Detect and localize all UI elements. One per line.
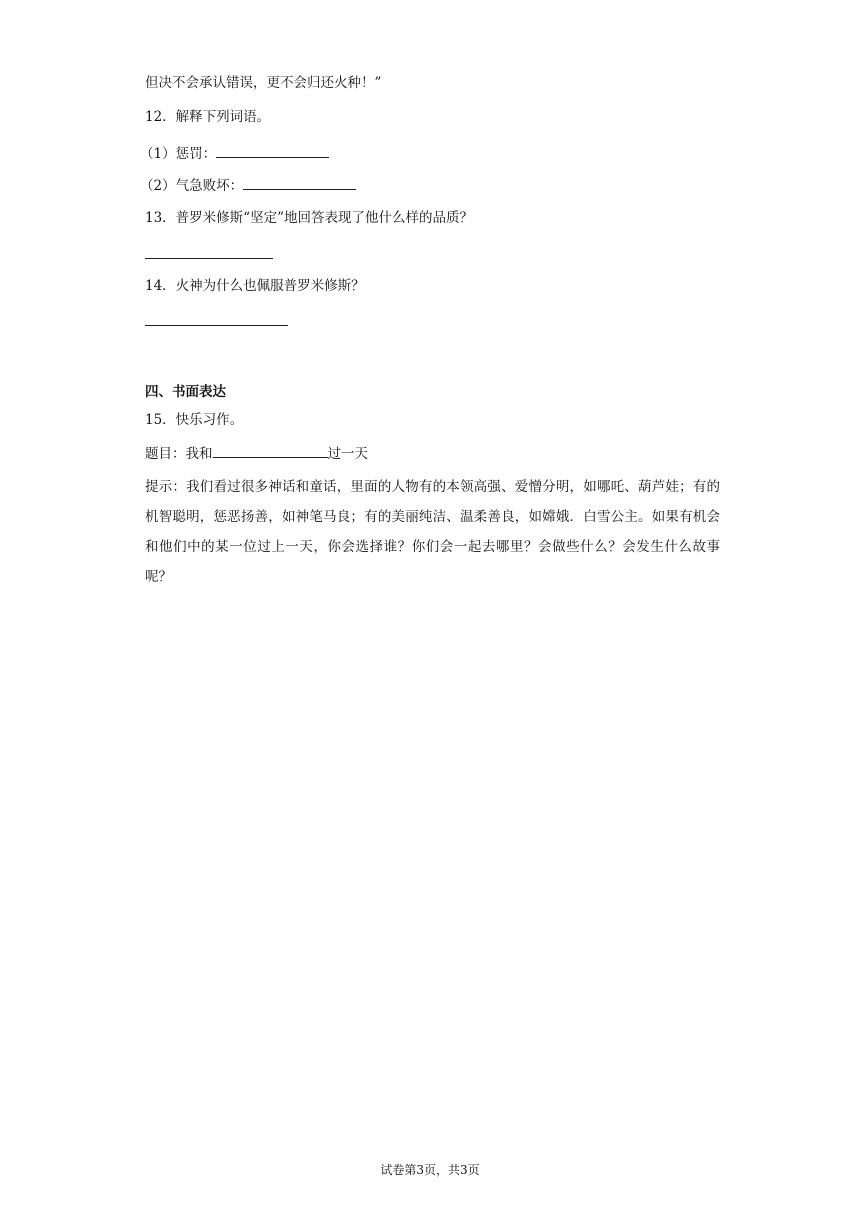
answer-line-13[interactable] xyxy=(145,258,273,259)
item-1-label: （1）惩罚： xyxy=(140,146,217,162)
question-14-stem: 14．火神为什么也佩服普罗米修斯？ xyxy=(145,278,365,294)
answer-blank-1[interactable] xyxy=(216,143,329,158)
page-footer: 试卷第3页，共3页 xyxy=(380,1163,480,1177)
answer-blank-2[interactable] xyxy=(243,175,356,190)
passage-ending: 但决不会承认错误，更不会归还火种！” xyxy=(145,75,382,91)
question-15-stem: 15．快乐习作。 xyxy=(145,412,244,428)
question-12-stem: 12．解释下列词语。 xyxy=(145,109,271,125)
question-12-item-1 xyxy=(140,143,329,164)
topic-suffix: 过一天 xyxy=(327,446,368,462)
question-12-item-2 xyxy=(140,175,356,196)
topic-prefix: 题目：我和 xyxy=(145,446,213,462)
answer-line-14[interactable] xyxy=(145,325,288,326)
topic-blank[interactable] xyxy=(213,443,328,458)
question-13-stem: 13．普罗米修斯“坚定”地回答表现了他什么样的品质？ xyxy=(145,210,473,226)
section-4-title: 四、书面表达 xyxy=(145,384,226,400)
composition-hint: 提示：我们看过很多神话和童话，里面的人物有的本领高强、爱憎分明，如哪吒、葫芦娃；有的机智聪明，惩恶扬善，如神笔马良；有的美丽纯洁、温柔善良，如嫦娥．白雪公主。如果有机会和他们中的某一位过上一天，你会选择谁？你们会一起去哪里？会做些什么？会发生什么故事呢？ xyxy=(145,479,720,585)
item-2-label: （2）气急败坏： xyxy=(140,178,244,194)
composition-topic xyxy=(145,443,368,464)
